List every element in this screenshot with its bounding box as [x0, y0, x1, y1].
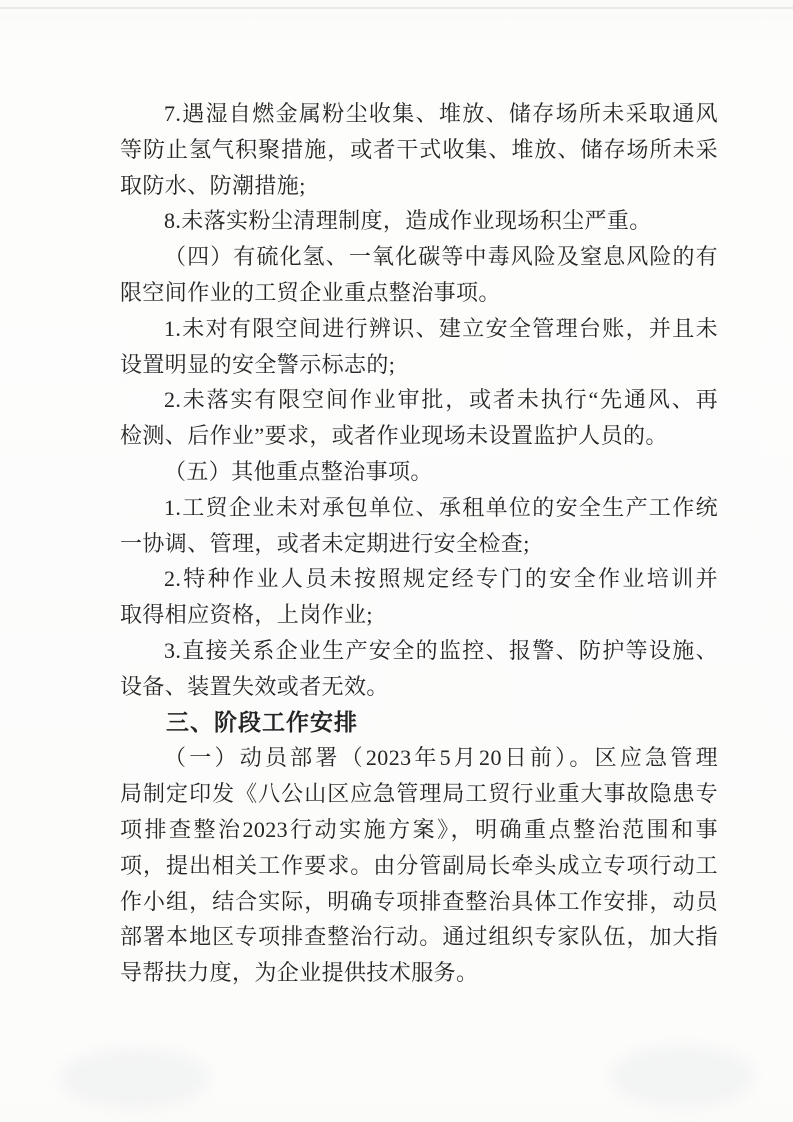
doc-line: 2.未落实有限空间作业审批，或者未执行“先通风、再 [164, 387, 718, 413]
subsection-title-run: （一）动员部署（2023年5月20日前）。 [164, 745, 595, 771]
doc-line: 取防水、防潮措施; [120, 172, 306, 198]
doc-line-continuation: 区应急管理 [594, 745, 718, 771]
doc-line: 检测、后作业”要求，或者作业现场未设置监护人员的。 [120, 423, 668, 449]
doc-line: 设置明显的安全警示标志的; [120, 351, 396, 377]
doc-line: （五）其他重点整治事项。 [164, 458, 433, 484]
doc-line: 7.遇湿自燃金属粉尘收集、堆放、储存场所未采取通风 [164, 101, 718, 126]
doc-line: 等防止氢气积聚措施，或者干式收集、堆放、储存场所未采 [120, 136, 718, 162]
doc-line: 导帮扶力度，为企业提供技术服务。 [120, 960, 479, 986]
doc-line: 取得相应资格，上岗作业; [120, 602, 373, 628]
doc-line [120, 740, 718, 776]
section-heading: 三、阶段工作安排 [166, 708, 358, 735]
doc-line: 一协调、管理，或者未定期进行安全检查; [120, 530, 530, 556]
doc-line: 3.直接关系企业生产安全的监控、报警、防护等设施、 [164, 637, 718, 663]
doc-line: 作小组，结合实际，明确专项排查整治具体工作安排，动员 [120, 888, 718, 914]
scan-edge-artifact [0, 7, 793, 9]
doc-line: 设备、装置失效或者无效。 [120, 673, 389, 699]
doc-line: 项排查整治2023行动实施方案》，明确重点整治范围和事 [120, 816, 718, 842]
doc-line: 局制定印发《八公山区应急管理局工贸行业重大事故隐患专 [120, 781, 718, 807]
scan-smudge-artifact [610, 1045, 755, 1107]
doc-line: 1.未对有限空间进行辨识、建立安全管理台账，并且未 [164, 315, 718, 341]
doc-line: 限空间作业的工贸企业重点整治事项。 [120, 279, 501, 305]
scan-smudge-artifact [60, 1048, 210, 1108]
doc-line: 部署本地区专项排查整治行动。通过组织专家队伍，加大指 [120, 924, 718, 950]
doc-line: 2.特种作业人员未按照规定经专门的安全作业培训并 [164, 566, 718, 592]
document-body [120, 96, 718, 991]
doc-line: 8.未落实粉尘清理制度，造成作业现场积尘严重。 [164, 208, 652, 234]
doc-line: 项，提出相关工作要求。由分管副局长牵头成立专项行动工 [120, 852, 718, 878]
doc-line: 1.工贸企业未对承包单位、承租单位的安全生产工作统 [164, 494, 718, 520]
doc-line: （四）有硫化氢、一氧化碳等中毒风险及窒息风险的有 [164, 244, 718, 270]
